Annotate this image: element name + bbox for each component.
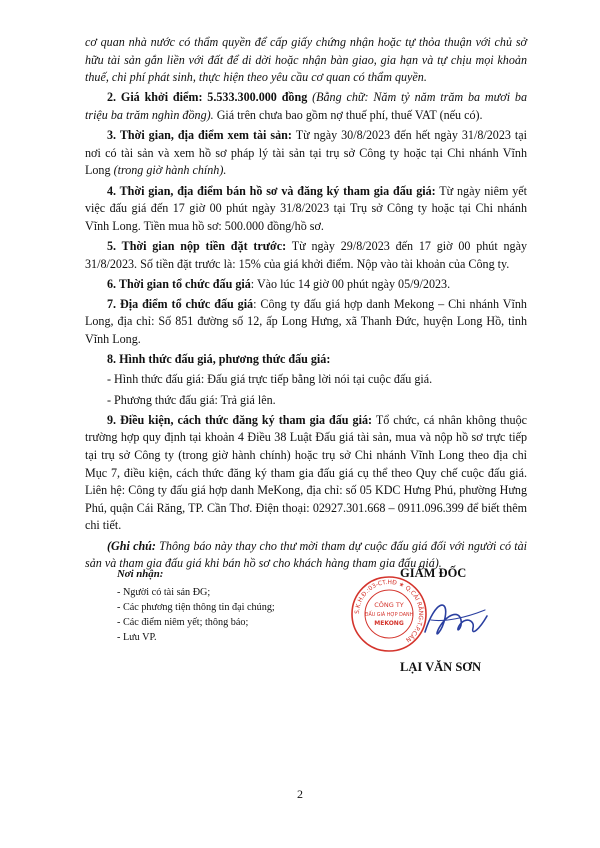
signer-title: GIÁM ĐỐC	[400, 566, 467, 580]
auction-form-bullet: - Hình thức đấu giá: Đấu giá trực tiếp bằng lời nói tại cuộc đấu giá.	[107, 372, 433, 387]
section-deposit: 5. Thời gian nộp tiền đặt trước: Từ ngày 29/8/2023 đến 17 giờ 00 phút ngày 31/8/2023. Số tiền đặt trước là: 15% của giá khởi điểm. Nộp vào tài khoản của Công ty.	[85, 238, 528, 271]
recipient-item: - Các điểm niêm yết; thông báo;	[117, 617, 249, 628]
svg-text:ĐẤU GIÁ HỢP DANH: ĐẤU GIÁ HỢP DANH	[364, 613, 414, 618]
handwritten-signature-icon	[415, 590, 495, 650]
section-conditions: 9. Điều kiện, cách thức đăng ký tham gia đấu giá: Tổ chức, cá nhân không thuộc trường hợp quy định tại khoản 4 Điều 38 Luật Đấu giá tài sản, mua và nộp hồ sơ trực tiếp tại trụ sở Công ty (trong giờ hành chính) hoặc trụ sở Chi nhánh Vĩnh Long theo địa chỉ Mục 7, điều kiện, cách thức đăng ký tham gia đấu giá cụ thể theo Quy chế cuộc đấu giá. Liên hệ: Công ty đấu giá hợp danh MeKong, địa chỉ: số 05 KDC Hưng Phú, phường Hưng Phú, quận Cái Răng, TP. Cần Thơ. Điện thoại: 02927.301.668 – 0911.096.399 để biết thêm chi tiết.	[85, 412, 527, 533]
recipient-item: - Người có tài sản ĐG;	[117, 587, 211, 598]
section-auction-location: 7. Địa điểm tổ chức đấu giá: Công ty đấu giá hợp danh Mekong – Chi nhánh Vĩnh Long, địa chỉ: Số 851 đường số 12, ấp Long Hưng, xã Thanh Đức, huyện Long Hồ, tỉnh Vĩnh Long.	[85, 296, 527, 347]
paragraph-continued: cơ quan nhà nước có thẩm quyền để cấp giấy chứng nhận hoặc tự thỏa thuận với chủ sở hữu tài sản gắn liền với đất để di dời hoặc nhận bàn giao, gia hạn và tự chịu mọi khoản thuế, chi phí phát sinh, thực hiện theo yêu cầu cơ quan có thẩm quyền.	[85, 35, 527, 85]
svg-text:MEKONG: MEKONG	[374, 620, 404, 627]
svg-text:S.K.H.Đ.:03-CT.HĐ ★ Q.CÁI RĂNG: S.K.H.Đ.:03-CT.HĐ ★ Q.CÁI RĂNG-T.P.CẦN	[353, 578, 425, 644]
signer-name: LẠI VĂN SƠN	[400, 660, 482, 674]
recipients-header: Nơi nhận:	[117, 568, 164, 580]
note-paragraph: (Ghi chú: Thông báo này thay cho thư mời tham dự cuộc đấu giá đối với người có tài sản và tham gia đấu giá khi bán hồ sơ cho khách hàng tham gia đấu giá).	[85, 538, 527, 571]
section-viewing-time: 3. Thời gian, địa điểm xem tài sản: Từ ngày 30/8/2023 đến hết ngày 31/8/2023 tại nơi có tài sản và xem hồ sơ pháp lý tài sản tại trụ sở Công ty hoặc tại Chi nhánh Vĩnh Long (trong giờ hành chính).	[85, 128, 527, 178]
svg-text:CÔNG TY: CÔNG TY	[374, 601, 404, 609]
section-auction-time: 6. Thời gian tổ chức đấu giá: Vào lúc 14 giờ 00 phút ngày 05/9/2023.	[107, 276, 451, 291]
recipient-item: - Lưu VP.	[117, 632, 157, 643]
page-number: 2	[297, 787, 303, 801]
section-auction-form: 8. Hình thức đấu giá, phương thức đấu giá:	[107, 352, 331, 367]
recipient-item: - Các phương tiện thông tin đại chúng;	[117, 602, 275, 613]
auction-method-bullet: - Phương thức đấu giá: Trả giá lên.	[107, 392, 276, 407]
recipients-block	[117, 567, 275, 645]
notice-body	[85, 34, 527, 575]
section-registration: 4. Thời gian, địa điểm bán hồ sơ và đăng ký tham gia đấu giá: Từ ngày niêm yết việc đấu giá đến 17 giờ 00 phút ngày 31/8/2023 tại Trụ sở Công ty hoặc tại Chi nhánh Vĩnh Long. Tiền mua hồ sơ: 500.000 đồng/hồ sơ.	[85, 183, 527, 233]
section-starting-price: 2. Giá khởi điểm: 5.533.300.000 đồng (Bằng chữ: Năm tỷ năm trăm ba mươi ba triệu ba trăm nghìn đồng). Giá trên chưa bao gồm nợ thuế phí, thuế VAT (nếu có).	[85, 90, 527, 122]
